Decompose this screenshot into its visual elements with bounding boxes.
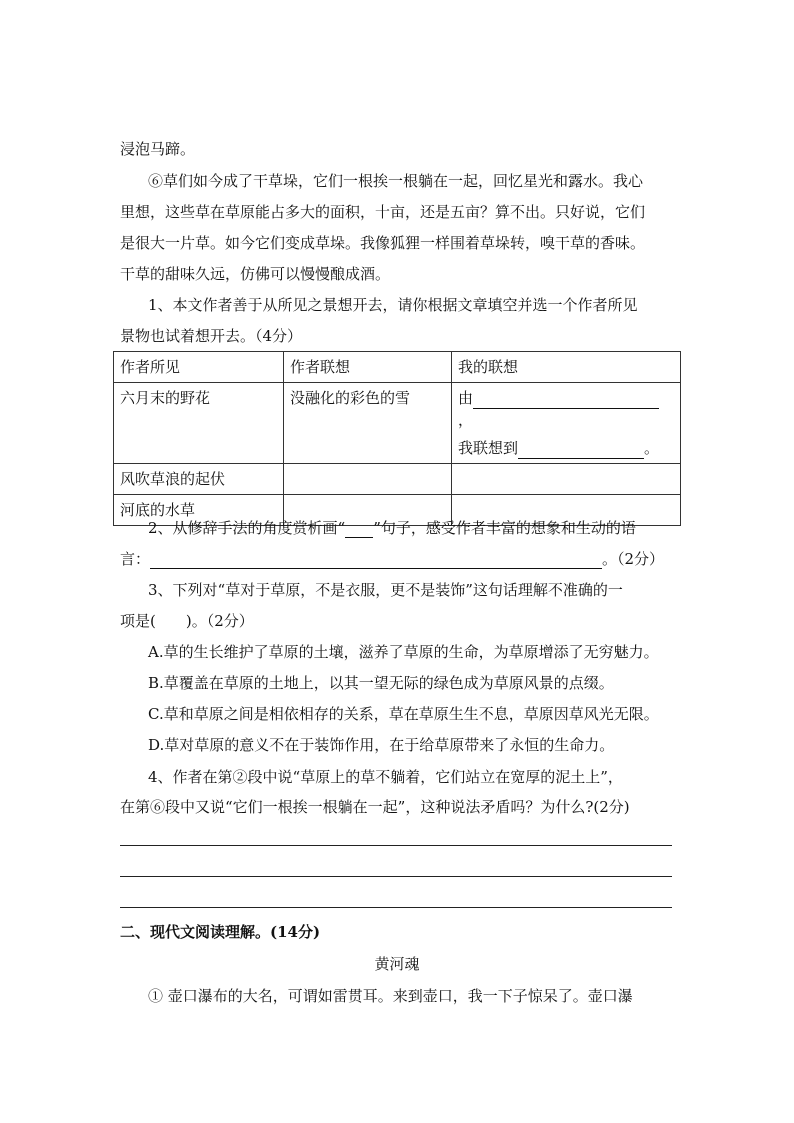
table-cell-seen: 六月末的野花: [114, 383, 284, 464]
underline-marker: [345, 521, 373, 538]
answer-line[interactable]: [120, 845, 672, 846]
mine-label-to: 我联想到: [458, 439, 519, 457]
table-row: [114, 464, 681, 495]
question-1-line-1: 1、本文作者善于从所见之景想开去，请你根据文章填空并选一个作者所见: [148, 296, 638, 314]
fill-blank-to[interactable]: [518, 442, 644, 459]
table-header-cell: 作者所见: [114, 352, 284, 383]
question-2-score: 。（2分）: [602, 550, 665, 568]
question-2-line-1: [148, 518, 636, 538]
mine-line-2-end: 。: [644, 439, 660, 457]
paragraph-6-line-1: ⑥草们如今成了干草垛，它们一根挨一根躺在一起，回忆星光和露水。我心: [148, 172, 644, 190]
passage-continued-line: 浸泡马蹄。: [120, 140, 196, 158]
table-header-row: [114, 352, 681, 383]
question-2-text-b: ”句子，感受作者丰富的想象和生动的语: [373, 519, 636, 537]
option-c[interactable]: C.草和草原之间是相依相存的关系，草在草原生生不息，草原因草风光无限。: [148, 705, 659, 723]
table-cell-mine[interactable]: [452, 464, 681, 495]
mine-line-2: [458, 437, 674, 459]
table-header-cell: 作者联想: [284, 352, 452, 383]
table-cell-seen: 风吹草浪的起伏: [114, 464, 284, 495]
mine-line-1: [458, 387, 674, 431]
question-2-label: 言：: [120, 550, 151, 568]
question-1-line-2: 景物也试着想开去。（4分）: [120, 327, 303, 345]
option-b[interactable]: B.草覆盖在草原的土地上，以其一望无际的绿色成为草原风景的点缀。: [148, 674, 614, 692]
table-header-cell: 我的联想: [452, 352, 681, 383]
table-row: [114, 383, 681, 464]
paragraph-6-line-3: 是很大一片草。如今它们变成草垛。我像狐狸一样围着草垛转，嗅干草的香味。: [120, 234, 646, 252]
answer-line[interactable]: [120, 876, 672, 877]
section-2-heading: 二、现代文阅读理解。(14分): [120, 923, 321, 941]
table-cell-assoc: 没融化的彩色的雪: [284, 383, 452, 464]
answer-blank-q2[interactable]: [150, 552, 602, 569]
question-2-text-a: 2、从修辞手法的角度赏析画“: [148, 519, 346, 537]
fill-blank-from[interactable]: [473, 392, 659, 409]
association-table: [113, 351, 681, 526]
question-2-line-2: [120, 549, 664, 569]
mine-label-from: 由: [458, 389, 474, 407]
question-4-line-2: 在第⑥段中又说“它们一根挨一根躺在一起”，这种说法矛盾吗？为什么?(2分): [120, 798, 630, 816]
article-paragraph-1: ① 壶口瀑布的大名，可谓如雷贯耳。来到壶口，我一下子惊呆了。壶口瀑: [148, 987, 633, 1005]
table-cell-seen: 河底的水草: [114, 495, 284, 526]
paragraph-6-line-4: 干草的甜味久远，仿佛可以慢慢酿成酒。: [120, 265, 391, 283]
paragraph-6-line-2: 里想，这些草在草原能占多大的面积，十亩，还是五亩？算不出。只好说，它们: [120, 203, 646, 221]
answer-line[interactable]: [120, 907, 672, 908]
table-cell-assoc[interactable]: [284, 464, 452, 495]
table-cell-mine: [452, 383, 681, 464]
mine-line-1-end: ，: [458, 411, 474, 429]
article-title: 黄河魂: [374, 955, 420, 973]
option-d[interactable]: D.草对草原的意义不在于装饰作用，在于给草原带来了永恒的生命力。: [148, 736, 615, 754]
option-a[interactable]: A.草的生长维护了草原的土壤，滋养了草原的生命，为草原增添了无穷魅力。: [148, 643, 659, 661]
question-3-line-2: 项是( )。（2分）: [120, 612, 254, 630]
question-3-line-1: 3、下列对“草对于草原，不是衣服，更不是装饰”这句话理解不准确的一: [148, 581, 623, 599]
question-4-line-1: 4、作者在第②段中说“草原上的草不躺着，它们站立在宽厚的泥土上”，: [148, 768, 623, 786]
